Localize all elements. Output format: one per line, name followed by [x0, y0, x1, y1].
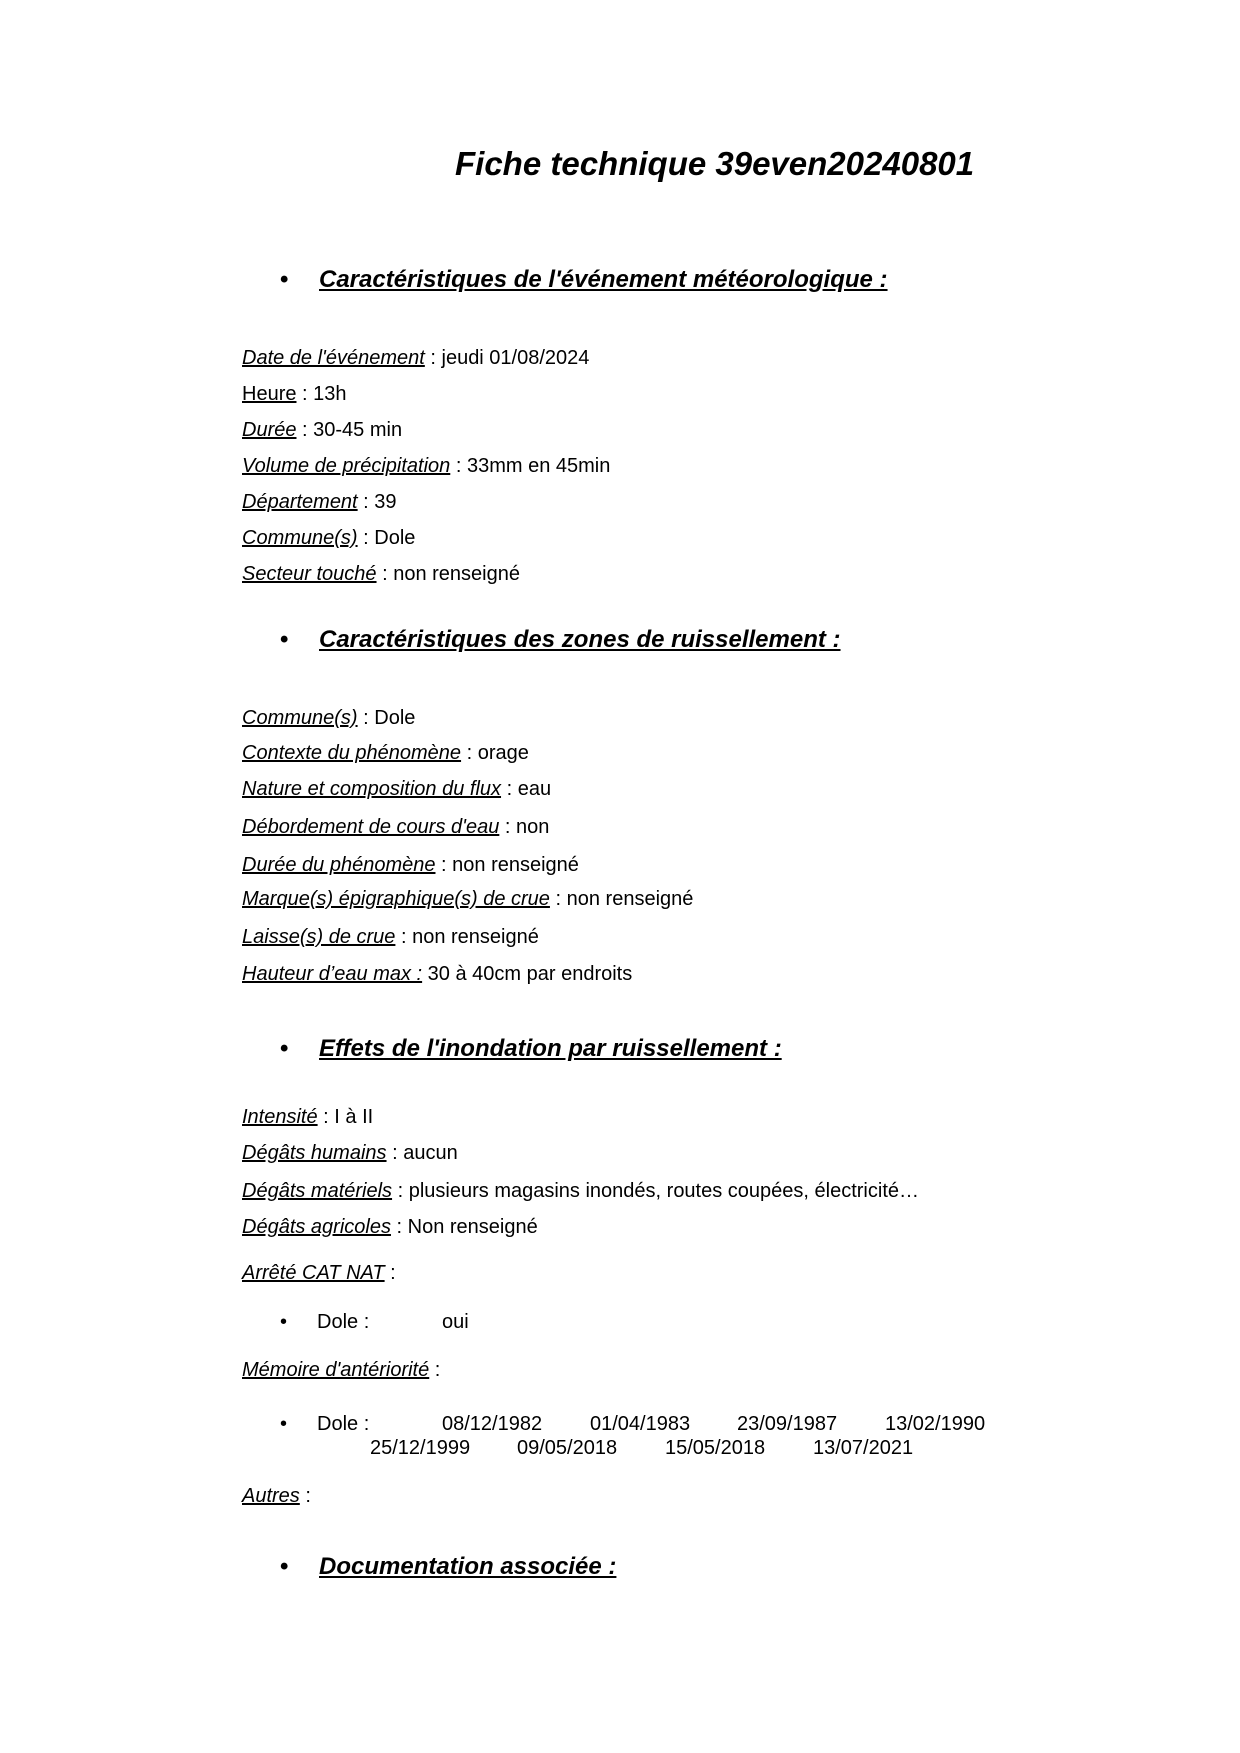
- field-value: :: [429, 1359, 441, 1381]
- document-title: Fiche technique 39even20240801: [455, 145, 975, 182]
- field-label: Commune(s): [242, 527, 358, 549]
- field-arrete-catnat: [242, 1261, 396, 1285]
- field-degats-humains: [242, 1141, 458, 1165]
- memoire-date: 25/12/1999: [370, 1437, 471, 1459]
- field-value: :: [384, 1262, 396, 1284]
- bullet: •: [280, 266, 289, 293]
- field-label: Date de l'événement: [242, 347, 425, 369]
- field-degats-materiels: [242, 1179, 919, 1203]
- field-label: Dégâts matériels: [242, 1180, 393, 1202]
- bullet: •: [280, 626, 289, 653]
- field-value: : eau: [501, 778, 552, 800]
- field-value: : non renseigné: [376, 563, 520, 585]
- catnat-value: oui: [442, 1311, 469, 1333]
- section-title: Effets de l'inondation par ruissellement :: [319, 1035, 782, 1062]
- field-value: : Dole: [357, 527, 416, 549]
- field-label: Intensité: [242, 1106, 318, 1128]
- catnat-commune: Dole :: [317, 1311, 370, 1333]
- field-label: Débordement de cours d'eau: [242, 816, 500, 838]
- field-value: : orage: [461, 742, 529, 764]
- field-debordement: [242, 815, 549, 839]
- field-label: Hauteur d’eau max :: [242, 963, 423, 985]
- memoire-date: 23/09/1987: [737, 1413, 838, 1435]
- bullet: •: [280, 1413, 288, 1435]
- field-value: : 33mm en 45min: [450, 455, 611, 477]
- field-value: :: [299, 1485, 311, 1507]
- field-communes: [242, 526, 415, 550]
- field-label: Autres: [242, 1485, 300, 1507]
- memoire-item: [280, 1412, 1000, 1460]
- field-value: : non: [499, 816, 550, 838]
- memoire-date: 01/04/1983: [590, 1413, 691, 1435]
- field-label: Durée: [242, 419, 297, 441]
- memoire-date: 15/05/2018: [665, 1437, 766, 1459]
- field-volume: [242, 454, 610, 478]
- field-label: Commune(s): [242, 707, 358, 729]
- bullet: •: [280, 1035, 289, 1062]
- field-value: : non renseigné: [549, 888, 694, 910]
- field-value: : jeudi 01/08/2024: [424, 347, 590, 369]
- field-label: Marque(s) épigraphique(s) de crue: [242, 888, 550, 910]
- field-memoire: [242, 1358, 440, 1382]
- field-contexte: [242, 741, 529, 765]
- field-value: : I à II: [317, 1106, 374, 1128]
- field-value: : Dole: [357, 707, 416, 729]
- field-label: Département: [242, 491, 358, 513]
- field-label: Volume de précipitation: [242, 455, 451, 477]
- field-label: Dégâts agricoles: [242, 1216, 391, 1238]
- field-duree-phenomene: [242, 853, 579, 877]
- field-hauteur: [242, 962, 632, 986]
- field-intensite: [242, 1105, 373, 1129]
- field-label: Contexte du phénomène: [242, 742, 462, 764]
- field-autres: [242, 1484, 311, 1508]
- field-label: Laisse(s) de crue: [242, 926, 396, 948]
- field-value: : 13h: [296, 383, 347, 405]
- bullet: •: [280, 1553, 289, 1580]
- memoire-date: 09/05/2018: [517, 1437, 618, 1459]
- section-title: Caractéristiques des zones de ruissellement :: [319, 626, 841, 653]
- field-label: Arrêté CAT NAT: [242, 1262, 385, 1284]
- field-value: : non renseigné: [435, 854, 579, 876]
- field-value: : 39: [357, 491, 397, 513]
- bullet: •: [280, 1311, 288, 1333]
- field-value: 30 à 40cm par endroits: [422, 963, 633, 985]
- field-duree: [242, 418, 402, 442]
- memoire-commune: Dole :: [317, 1413, 370, 1435]
- field-departement: [242, 490, 397, 514]
- section-title: Documentation associée :: [319, 1553, 617, 1580]
- field-value: : aucun: [386, 1142, 458, 1164]
- field-marques: [242, 887, 693, 911]
- field-label: Dégâts humains: [242, 1142, 387, 1164]
- field-value: : Non renseigné: [390, 1216, 538, 1238]
- memoire-date: 13/07/2021: [813, 1437, 914, 1459]
- field-communes: [242, 706, 415, 730]
- memoire-date: 13/02/1990: [885, 1413, 986, 1435]
- field-nature: [242, 777, 551, 801]
- field-label: Secteur touché: [242, 563, 377, 585]
- catnat-item: [280, 1310, 580, 1334]
- field-label: Heure: [242, 383, 297, 405]
- field-label: Durée du phénomène: [242, 854, 436, 876]
- field-heure: [242, 382, 347, 406]
- field-label: Mémoire d'antériorité: [242, 1359, 430, 1381]
- memoire-date: 08/12/1982: [442, 1413, 543, 1435]
- field-date: [242, 346, 589, 370]
- field-laisses: [242, 925, 539, 949]
- section-title: Caractéristiques de l'événement météorologique :: [319, 266, 888, 293]
- field-degats-agricoles: [242, 1215, 538, 1239]
- field-value: : non renseigné: [395, 926, 539, 948]
- field-label: Nature et composition du flux: [242, 778, 502, 800]
- field-secteur: [242, 562, 520, 586]
- field-value: : 30-45 min: [296, 419, 403, 441]
- field-value: : plusieurs magasins inondés, routes coupées, électricité…: [392, 1180, 919, 1202]
